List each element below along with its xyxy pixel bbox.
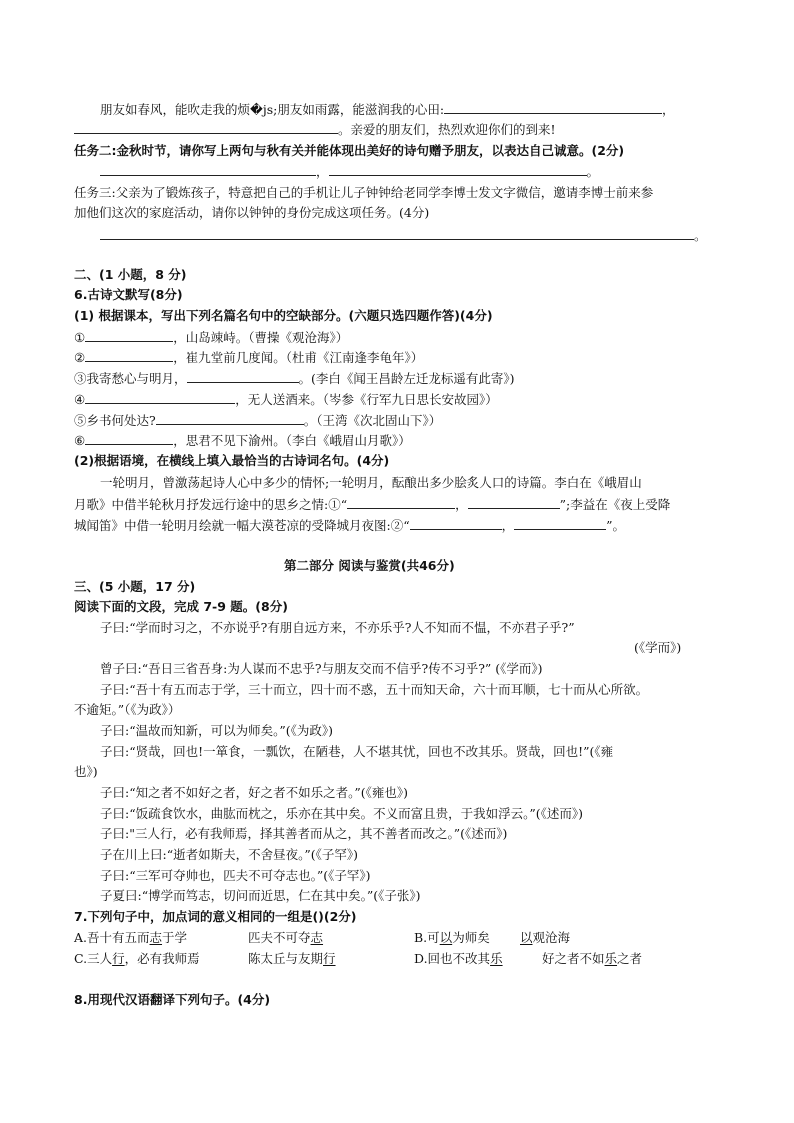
passage-line: 子曰:"三人行，必有我师焉，择其善者而从之，其不善者而改之。”(《述而》) <box>100 826 508 841</box>
answer-blank[interactable] <box>85 432 173 445</box>
question-6-1: (1) 根据课本，写出下列名篇名句中的空缺部分。(六题只选四题作答)(4分) <box>74 308 493 323</box>
option-a-1: A.吾十有五而志于学 <box>74 930 188 945</box>
recite-item-2: ② ，崔九堂前几度闻。（杜甫《江南逢李龟年》） <box>74 350 424 365</box>
answer-blank[interactable] <box>410 517 502 530</box>
context-para-line-2: 月歌》中借半轮秋月抒发远行途中的思乡之情:①“ ， ”;李益在《夜上受降 <box>74 497 671 512</box>
part-2-title: 第二部分 阅读与鉴赏(共46分) <box>284 558 455 573</box>
option-b-2: 以观沧海 <box>520 930 571 945</box>
intro-line-1: 朋友如春风，能吹走我的烦�js;朋友如雨露，能滋润我的心田: ， <box>100 102 675 117</box>
question-7: 7.下列句子中，加点词的意义相同的一组是()(2分) <box>74 909 357 924</box>
answer-blank[interactable] <box>347 496 455 509</box>
section-2-heading: 二、(1 小题，8 分) <box>74 267 187 282</box>
passage-line: 曾子曰:“吾日三省吾身:为人谋而不忠乎?与朋友交而不信乎?传不习乎?” (《学而》) <box>100 661 543 676</box>
option-c-2: 陈太丘与友期行 <box>248 951 336 966</box>
passage-line: 不逾矩。”（《为政》） <box>74 702 181 717</box>
passage-line: 子曰:“知之者不如好之者，好之者不如乐之者。”(《雍也》) <box>100 785 408 800</box>
task3-answer-line: 。 <box>100 227 707 244</box>
option-d-2: 好之者不如乐之者 <box>542 951 643 966</box>
passage-line: 子曰:“饭疏食饮水，曲肱而枕之，乐亦在其中矣。不义而富且贵，于我如浮云。”(《述而》) <box>100 806 583 821</box>
option-c-1: C.三人行，必有我师焉 <box>74 951 200 966</box>
passage-line: 子曰:“吾十有五而志于学，三十而立，四十而不惑，五十而知天命，六十而耳顺，七十而从心所欲。 <box>100 682 649 697</box>
answer-blank[interactable] <box>329 163 587 176</box>
passage-line: 子曰:“温故而知新，可以为师矣。”(《为政》) <box>100 723 333 738</box>
task3-line-1: 任务三:父亲为了锻炼孩子，特意把自己的手机让儿子钟钟给老同学李博士发文字微信，邀请李博士前来参 <box>74 185 654 200</box>
answer-blank[interactable] <box>444 101 662 114</box>
task2-text: 任务二:金秋时节，请你写上两句与秋有关并能体现出美好的诗句赠予朋友，以表达自己诚意。(2分) <box>74 143 625 158</box>
option-b-1: B.可以为师矣 <box>414 930 490 945</box>
option-a-2: 匹夫不可夺志 <box>248 930 324 945</box>
recite-item-4: ④ ，无人送酒来。（岑参《行军九日思长安故园》） <box>74 392 498 407</box>
question-8: 8.用现代汉语翻译下列句子。(4分) <box>74 992 271 1007</box>
answer-blank[interactable] <box>187 370 299 383</box>
task3-line-2: 加他们这次的家庭活动，请你以钟钟的身份完成这项任务。(4分) <box>74 205 430 220</box>
recite-item-5: ⑤乡书何处达? 。（王湾《次北固山下》） <box>74 413 442 428</box>
passage-line: 子夏曰:“博学而笃志，切问而近思，仁在其中矣。”(《子张》) <box>100 888 421 903</box>
recite-item-6: ⑥ ，思君不见下渝州。（李白《峨眉山月歌》） <box>74 433 411 448</box>
option-d-1: D.回也不改其乐 <box>414 951 503 966</box>
question-6-2: (2)根据语境，在横线上填入最恰当的古诗词名句。(4分) <box>74 453 390 468</box>
answer-blank[interactable] <box>100 163 316 176</box>
recite-item-1: ① ，山岛竦峙。（曹操《观沧海》） <box>74 330 349 345</box>
question-6-title: 6.古诗文默写(8分) <box>74 287 183 302</box>
reading-instruction: 阅读下面的文段，完成 7-9 题。(8分) <box>74 599 288 614</box>
answer-blank[interactable] <box>74 121 338 134</box>
answer-blank[interactable] <box>85 349 173 362</box>
answer-blank[interactable] <box>156 412 304 425</box>
answer-blank[interactable] <box>85 329 173 342</box>
intro-line-2: 。亲爱的朋友们，热烈欢迎你们的到来! <box>74 121 556 138</box>
context-para-line-3: 城闻笛》中借一轮明月绘就一幅大漠苍凉的受降城月夜图:②“ ， ”。 <box>74 518 626 533</box>
passage-line: 子曰:“学而时习之，不亦说乎?有朋自远方来，不亦乐乎?人不知而不愠，不亦君子乎?” <box>100 620 575 635</box>
passage-line: (《学而》) <box>634 640 682 655</box>
context-para-line-1: 一轮明月，曾激荡起诗人心中多少的情怀;一轮明月，酝酿出多少脍炙人口的诗篇。李白在《峨眉山 <box>100 475 642 490</box>
answer-blank[interactable] <box>100 227 694 240</box>
passage-line: 子曰:“贤哉，回也!一箪食，一瓢饮，在陋巷，人不堪其忧，回也不改其乐。贤哉，回也!”(《雍 <box>100 744 614 759</box>
passage-line: 也》) <box>74 764 98 779</box>
task2-answer-line: ， 。 <box>100 163 599 180</box>
passage-line: 子曰:“三军可夺帅也，匹夫不可夺志也。”(《子罕》) <box>100 868 371 883</box>
answer-blank[interactable] <box>514 517 606 530</box>
answer-blank[interactable] <box>85 391 235 404</box>
answer-blank[interactable] <box>468 496 560 509</box>
passage-line: 子在川上曰:“逝者如斯夫，不舍昼夜。”(《子罕》) <box>100 847 358 862</box>
section-3-heading: 三、(5 小题，17 分) <box>74 579 196 594</box>
recite-item-3: ③我寄愁心与明月， 。(李白《闻王昌龄左迁龙标遥有此寄》) <box>74 371 515 386</box>
